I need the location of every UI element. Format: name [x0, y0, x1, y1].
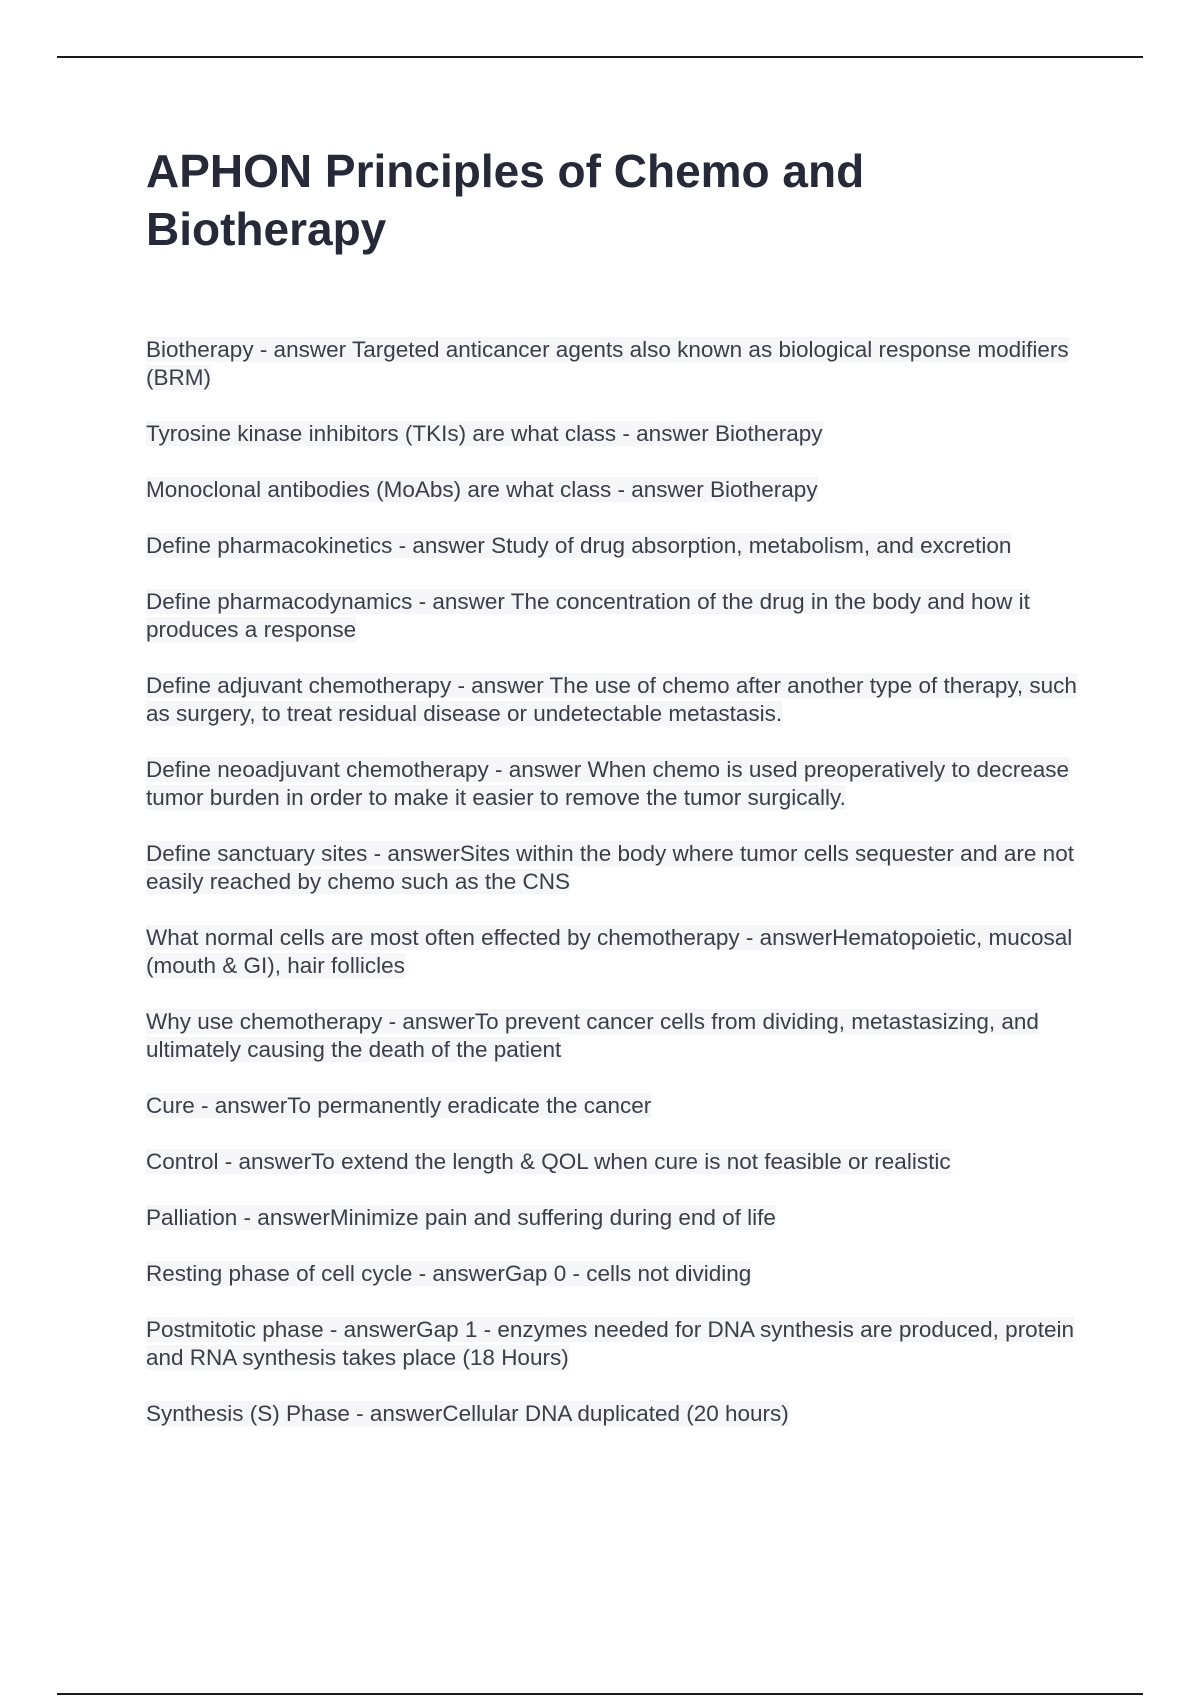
qa-text: Postmitotic phase - answerGap 1 - enzymes needed for DNA synthesis are produced, protein and RNA synthesis takes place (18 Hours) — [146, 1317, 1074, 1370]
qa-item — [146, 924, 1086, 980]
qa-item — [146, 420, 1086, 448]
qa-item — [146, 1092, 1086, 1120]
page-title: APHON Principles of Chemo and Biotherapy — [146, 145, 865, 255]
qa-item — [146, 532, 1086, 560]
qa-text: Define pharmacokinetics - answer Study of drug absorption, metabolism, and excretion — [146, 533, 1012, 558]
bottom-divider — [57, 1693, 1143, 1695]
qa-item — [146, 1008, 1086, 1064]
qa-text: Define sanctuary sites - answerSites within the body where tumor cells sequester and are not easily reached by chemo such as the CNS — [146, 841, 1074, 894]
qa-text: Biotherapy - answer Targeted anticancer agents also known as biological response modifiers (BRM) — [146, 337, 1069, 390]
qa-text: Resting phase of cell cycle - answerGap 0 - cells not dividing — [146, 1261, 752, 1286]
qa-item — [146, 1204, 1086, 1232]
qa-item — [146, 672, 1086, 728]
qa-text: Why use chemotherapy - answerTo prevent cancer cells from dividing, metastasizing, and ultimately causing the death of the patient — [146, 1009, 1039, 1062]
qa-text: Synthesis (S) Phase - answerCellular DNA duplicated (20 hours) — [146, 1401, 789, 1426]
qa-item — [146, 476, 1086, 504]
qa-text: What normal cells are most often effected by chemotherapy - answerHematopoietic, mucosal (mouth & GI), hair follicles — [146, 925, 1073, 978]
qa-text: Cure - answerTo permanently eradicate the cancer — [146, 1093, 652, 1118]
qa-item — [146, 756, 1086, 812]
qa-text: Monoclonal antibodies (MoAbs) are what class - answer Biotherapy — [146, 477, 818, 502]
qa-text: Define pharmacodynamics - answer The concentration of the drug in the body and how it produces a response — [146, 589, 1030, 642]
qa-item — [146, 1316, 1086, 1372]
qa-text: Define neoadjuvant chemotherapy - answer When chemo is used preoperatively to decrease tumor burden in order to make it easier to remove the tumor surgically. — [146, 757, 1070, 810]
qa-text: Palliation - answerMinimize pain and suffering during end of life — [146, 1205, 776, 1230]
qa-item — [146, 588, 1086, 644]
qa-item — [146, 1148, 1086, 1176]
qa-text: Define adjuvant chemotherapy - answer The use of chemo after another type of therapy, such as surgery, to treat residual disease or undetectable metastasis. — [146, 673, 1077, 726]
qa-list — [146, 336, 1086, 1456]
qa-text: Tyrosine kinase inhibitors (TKIs) are what class - answer Biotherapy — [146, 421, 823, 446]
qa-item — [146, 1400, 1086, 1428]
top-divider — [57, 56, 1143, 58]
qa-item — [146, 840, 1086, 896]
qa-item — [146, 336, 1086, 392]
qa-item — [146, 1260, 1086, 1288]
qa-text: Control - answerTo extend the length & QOL when cure is not feasible or realistic — [146, 1149, 951, 1174]
